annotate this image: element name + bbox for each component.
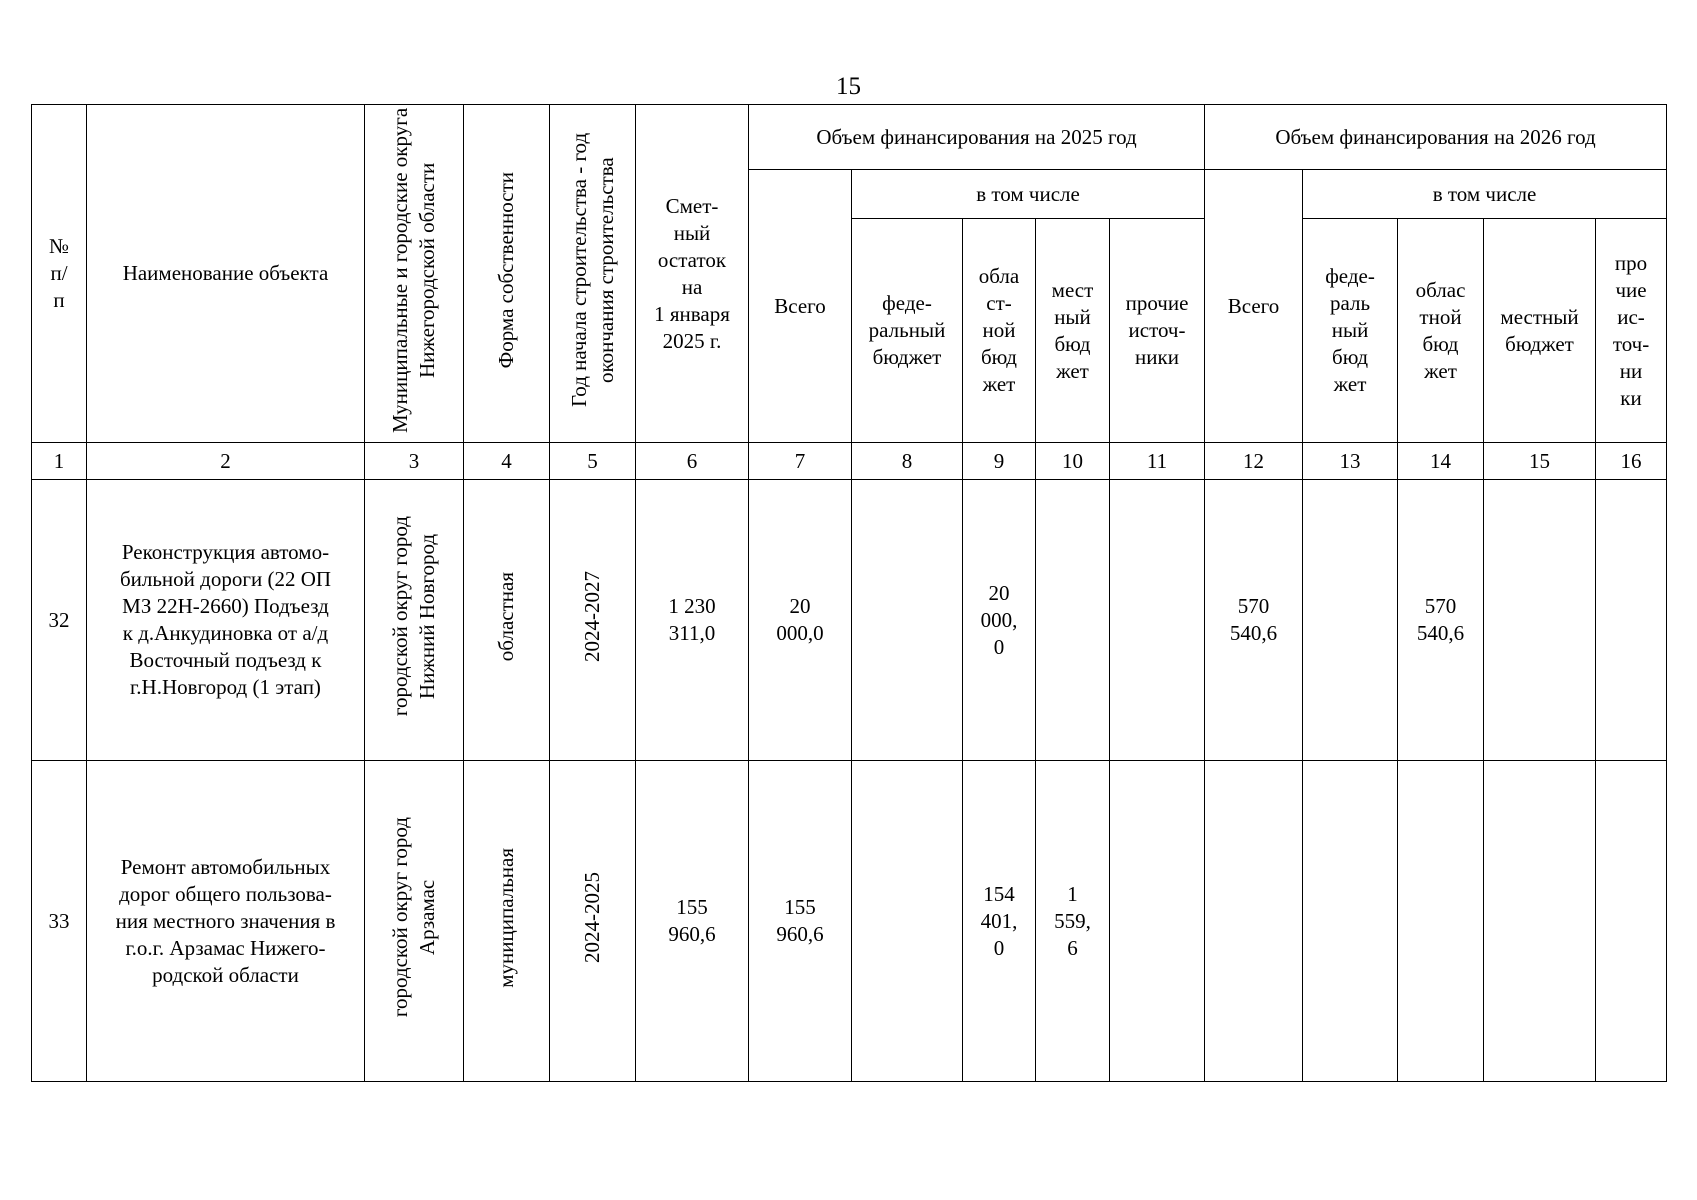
column-number: 8	[852, 443, 963, 480]
regional-2026: 570 540,6	[1398, 480, 1484, 761]
total-2026	[1205, 761, 1303, 1082]
header-municipality: Муниципальные и городские округа Нижегородской области	[365, 105, 464, 443]
column-number: 7	[749, 443, 852, 480]
federal-2026	[1303, 480, 1398, 761]
local-2025	[1036, 480, 1110, 761]
column-number: 14	[1398, 443, 1484, 480]
other-2026	[1596, 480, 1667, 761]
table-row	[32, 480, 1667, 761]
column-number: 13	[1303, 443, 1398, 480]
header-ownership: Форма собственности	[464, 105, 550, 443]
column-number: 1	[32, 443, 87, 480]
column-number: 6	[636, 443, 749, 480]
regional-2025: 154 401, 0	[963, 761, 1036, 1082]
total-2026: 570 540,6	[1205, 480, 1303, 761]
financing-table	[31, 104, 1667, 1082]
page-number: 15	[836, 73, 861, 100]
local-2025: 1 559, 6	[1036, 761, 1110, 1082]
header-name: Наименование объекта	[87, 105, 365, 443]
header-local-2026: местный бюджет	[1484, 219, 1596, 443]
regional-2025: 20 000, 0	[963, 480, 1036, 761]
local-2026	[1484, 761, 1596, 1082]
other-2025	[1110, 480, 1205, 761]
header-years: Год начала строительства - год окончания строительства	[550, 105, 636, 443]
ownership: областная	[464, 480, 550, 761]
estimated-remainder: 155 960,6	[636, 761, 749, 1082]
header-total-2026: Всего	[1205, 170, 1303, 443]
header-including-2025: в том числе	[852, 170, 1205, 219]
header-regional-2026: облас тной бюд жет	[1398, 219, 1484, 443]
construction-years: 2024-2025	[550, 761, 636, 1082]
header-remainder: Смет- ный остаток на 1 января 2025 г.	[636, 105, 749, 443]
municipality: городской округ город Нижний Новгород	[365, 480, 464, 761]
column-number-row	[32, 443, 1667, 480]
column-number: 12	[1205, 443, 1303, 480]
row-number: 32	[32, 480, 87, 761]
header-regional-2025: обла ст- ной бюд жет	[963, 219, 1036, 443]
header-row	[32, 105, 1667, 170]
header-other-2026: про чие ис- точ- ни ки	[1596, 219, 1667, 443]
federal-2026	[1303, 761, 1398, 1082]
estimated-remainder: 1 230 311,0	[636, 480, 749, 761]
column-number: 5	[550, 443, 636, 480]
header-financing-2026: Объем финансирования на 2026 год	[1205, 105, 1667, 170]
other-2026	[1596, 761, 1667, 1082]
header-financing-2025: Объем финансирования на 2025 год	[749, 105, 1205, 170]
regional-2026	[1398, 761, 1484, 1082]
header-total-2025: Всего	[749, 170, 852, 443]
column-number: 2	[87, 443, 365, 480]
local-2026	[1484, 480, 1596, 761]
column-number: 10	[1036, 443, 1110, 480]
ownership: муниципальная	[464, 761, 550, 1082]
federal-2025	[852, 761, 963, 1082]
header-federal-2025: феде- ральный бюджет	[852, 219, 963, 443]
header-other-2025: прочие источ- ники	[1110, 219, 1205, 443]
column-number: 15	[1484, 443, 1596, 480]
object-name: Ремонт автомобильных дорог общего пользова- ния местного значения в г.о.г. Арзамас Нижего- родской области	[87, 761, 365, 1082]
header-federal-2026: феде- раль ный бюд жет	[1303, 219, 1398, 443]
table-row	[32, 761, 1667, 1082]
total-2025: 155 960,6	[749, 761, 852, 1082]
header-num: № п/ п	[32, 105, 87, 443]
total-2025: 20 000,0	[749, 480, 852, 761]
header-local-2025: мест ный бюд жет	[1036, 219, 1110, 443]
object-name: Реконструкция автомо- бильной дороги (22 ОП МЗ 22Н-2660) Подъезд к д.Анкудиновка от а/д Восточный подъезд к г.Н.Новгород (1 этап)	[87, 480, 365, 761]
header-including-2026: в том числе	[1303, 170, 1667, 219]
column-number: 9	[963, 443, 1036, 480]
column-number: 11	[1110, 443, 1205, 480]
federal-2025	[852, 480, 963, 761]
column-number: 3	[365, 443, 464, 480]
row-number: 33	[32, 761, 87, 1082]
column-number: 4	[464, 443, 550, 480]
municipality: городской округ город Арзамас	[365, 761, 464, 1082]
construction-years: 2024-2027	[550, 480, 636, 761]
other-2025	[1110, 761, 1205, 1082]
column-number: 16	[1596, 443, 1667, 480]
